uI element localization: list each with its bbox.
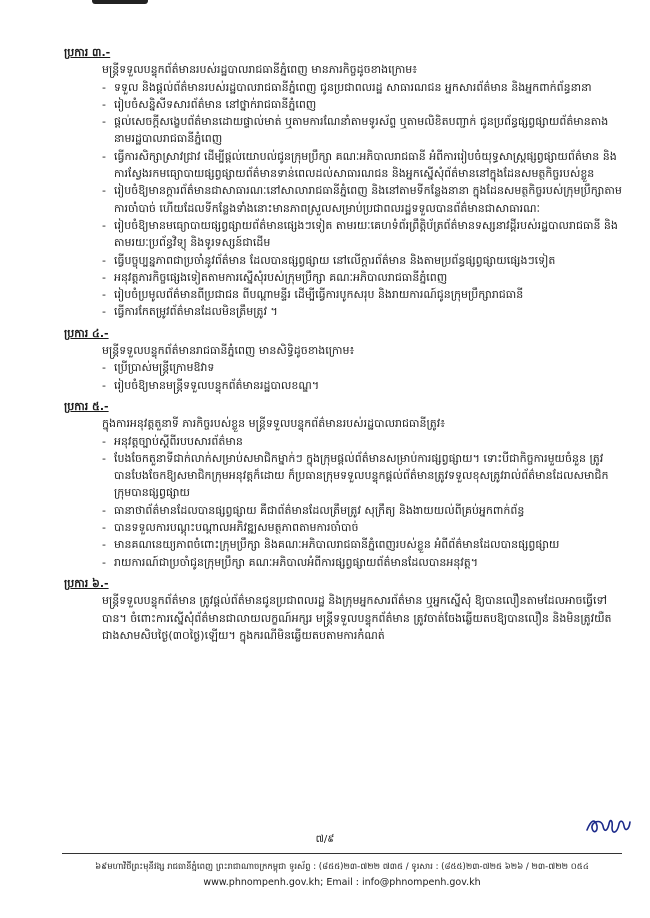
list-item: - ធ្វើការសិក្សាស្រាវជ្រាវ ដើម្បីផ្តល់យោបល់ជូនក្រុមប្រឹក្សា គណៈអភិបាលរាជធានី អំពីការរៀបចំយុទ្ធសាស្ត្រផ្សព្វផ្សាយព័ត៌មាន និងការស្វែងរកមធ្យោបាយផ្សព្វផ្សាយព័ត៌មានទាន់ពេលដល់សាធារណជន និងអ្នកស្នើសុំព័ត៌មាននៅក្នុងដែនសមត្ថកិច្ចរបស់ខ្លួន [114, 148, 622, 183]
website-link[interactable]: www.phnompenh.gov.kh [203, 877, 321, 888]
list-item: - ធានាថាព័ត៌មានដែលបានផ្សព្វផ្សាយ គឺជាព័ត៌មានដែលត្រឹមត្រូវ សុក្រឹត្យ និងងាយយល់ពីគ្រប់អ្នកពាក់ព័ន្ធ [114, 502, 622, 519]
list-item: - ប្រើប្រាស់មន្ត្រីក្រោមឱវាទ [114, 359, 622, 376]
page-number: ៧/៩ [315, 834, 335, 845]
list-item: - ផ្តល់សេចក្តីសង្ខេបព័ត៌មានដោយផ្ទាល់មាត់ ឬតាមការណែនាំតាមទូរស័ព្ទ ឬតាមលិខិតបញ្ជាក់ ជូនប្រព័ន្ធផ្សព្វផ្សាយព័ត៌មានតាងនាមរដ្ឋបាលរាជធានីភ្នំពេញ [114, 113, 622, 148]
article-intro: មន្ត្រីទទួលបន្ទុកព័ត៌មានរបស់រដ្ឋបាលរាជធានីភ្នំពេញ មានភារកិច្ចដូចខាងក្រោម៖ [102, 63, 418, 77]
list-item: - រៀបចំឱ្យមានក្តារព័ត៌មានជាសាធារណៈនៅសាលារាជធានីភ្នំពេញ និងនៅតាមទីកន្លែងនានា ក្នុងដែនសមត្ថកិច្ចរបស់ក្រុមប្រឹក្សាតាមការចាំបាច់ ហើយដែលទីកន្លែងទាំងនោះមានភាពស្រួលសម្រាប់ប្រជាពលរដ្ឋទទួលបានព័ត៌មានជាសាធារណៈ [114, 182, 622, 217]
list-item: - រៀបចំប្រមូលព័ត៌មានពីប្រជាជន ពីបណ្ដាមន្ទីរ ដើម្បីធ្វើការបូកសរុប និងរាយការណ៍ជូនក្រុមប្រឹក្សារាជធានី [114, 286, 622, 303]
rights-list [62, 359, 622, 394]
document-body [62, 44, 622, 644]
article-5 [62, 398, 622, 571]
article-intro: ក្នុងការអនុវត្តតួនាទី ភារកិច្ចរបស់ខ្លួន មន្ត្រីទទួលបន្ទុកព័ត៌មានរបស់រដ្ឋបាលរាជធានីត្រូវ៖ [102, 417, 446, 431]
list-item: - រាយការណ៍ជាប្រចាំជូនក្រុមប្រឹក្សា គណៈអភិបាលអំពីការផ្សព្វផ្សាយព័ត៌មានដែលបានអនុវត្ត។ [114, 554, 622, 571]
list-item: - ធ្វើបច្ចុប្បន្នភាពជាប្រចាំនូវព័ត៌មាន ដែលបានផ្សព្វផ្សាយ នៅលើក្តារព័ត៌មាន និងតាមប្រព័ន្ធផ្សព្វផ្សាយផ្សេងៗទៀត [114, 252, 622, 269]
article-paragraph: មន្ត្រីទទួលបន្ទុកព័ត៌មាន ត្រូវផ្តល់ព័ត៌មានជូនប្រជាពលរដ្ឋ និងក្រុមអ្នកសារព័ត៌មាន ឬអ្នកស្នើសុំ ឱ្យបានលឿនតាមដែលអាចធ្វើទៅបាន។ ចំពោះការស្នើសុំព័ត៌មានជាលាយលក្ខណ៍អក្សរ មន្ត្រីទទួលបន្ទុកព័ត៌មាន ត្រូវចាត់ចែងឆ្លើយតបឱ្យបានលឿន និងមិនត្រូវយឺតជាងសាមសិបថ្ងៃ(៣០ថ្ងៃ)ឡើយ។ ក្នុងករណីមិនឆ្លើយតបតាមការកំណត់ [102, 594, 612, 642]
email-link[interactable]: info@phnompenh.gov.kh [361, 877, 481, 888]
list-item: - រៀបចំឱ្យមានមន្ត្រីទទួលបន្ទុកព័ត៌មានរដ្ឋបាលខណ្ឌ។ [114, 377, 622, 394]
article-heading: ប្រការ ៥.- [64, 399, 109, 413]
duties-list [62, 79, 622, 321]
article-4 [62, 325, 622, 394]
article-intro: មន្ត្រីទទួលបន្ទុកព័ត៌មានរាជធានីភ្នំពេញ មានសិទ្ធិដូចខាងក្រោម៖ [102, 344, 355, 358]
top-edge-mark [92, 0, 148, 4]
article-6 [62, 575, 622, 644]
list-item: - រៀបចំសន្និសីទសារព័ត៌មាន នៅថ្នាក់រាជធានីភ្នំពេញ [114, 96, 622, 113]
list-item: - អនុវត្តភារកិច្ចផ្សេងទៀតតាមការស្នើសុំរបស់ក្រុមប្រឹក្សា គណៈអភិបាលរាជធានីភ្នំពេញ [114, 269, 622, 286]
list-item: - មានគណនេយ្យភាពចំពោះក្រុមប្រឹក្សា និងគណៈអភិបាលរាជធានីភ្នំពេញរបស់ខ្លួន អំពីព័ត៌មានដែលបានផ្សព្វផ្សាយ [114, 536, 622, 553]
list-item: - ធ្វើការកែតម្រូវព័ត៌មានដែលមិនត្រឹមត្រូវ ។ [114, 303, 622, 320]
obligations-list [62, 433, 622, 571]
article-heading: ប្រការ ៦.- [64, 576, 109, 590]
footer-address: ៦៩មហាវិថីព្រះមុនីវង្ស រាជធានីភ្នំពេញ ព្រះរាជាណាចក្រកម្ពុជា ទូរស័ព្ទ : (៨៥៥)២៣-៧២២ ៧៣៥ / ទូរសារ : (៨៥៥)២៣-៧២៥ ៦២៦ / ២៣-៧២២ ០៥៤ [95, 862, 589, 872]
list-item: - អនុវត្តច្បាប់ស្តីពីរបបសារព័ត៌មាន [114, 433, 622, 450]
list-item: - រៀបចំឱ្យមានមធ្យោបាយផ្សព្វផ្សាយព័ត៌មានផ្សេងៗទៀត តាមរយៈគេហទំព័រព្រឹត្តិប័ត្រព័ត៌មានទស្សនាវដ្តីរបស់រដ្ឋបាលរាជធានី និងតាមរយៈប្រព័ន្ធវិទ្យុ និងទូរទស្សន៍ជាដើម [114, 217, 622, 252]
footer-contact: www.phnompenh.gov.kh; Email : info@phnompenh.gov.kh [203, 877, 481, 888]
list-item: - បែងចែកតួនាទីជាក់លាក់សម្រាប់សមាជិកម្នាក់ៗ ក្នុងក្រុមផ្តល់ព័ត៌មានសម្រាប់ការផ្សព្វផ្សាយ។ ទោះបីជាកិច្ចការមួយចំនួន ត្រូវបានបែងចែកឱ្យសមាជិកក្រុមអនុវត្តក៏ដោយ ក៏ប្រធានក្រុមទទួលបន្ទុកផ្តល់ព័ត៌មានត្រូវទទួលខុសត្រូវរាល់ព័ត៌មានដែលសមាជិកក្រុមបានផ្សព្វផ្សាយ [114, 450, 622, 502]
list-item: - ទទួល និងផ្តល់ព័ត៌មានរបស់រដ្ឋបាលរាជធានីភ្នំពេញ ជូនប្រជាពលរដ្ឋ សាធារណជន អ្នកសារព័ត៌មាន និងអ្នកពាក់ព័ន្ធនានា [114, 79, 622, 96]
list-item: - បានទទួលការបណ្តុះបណ្តាលអភិវឌ្ឍសមត្ថភាពតាមការចាំបាច់ [114, 519, 622, 536]
footer-divider [62, 853, 622, 854]
email-label: Email : [326, 877, 359, 888]
article-heading: ប្រការ ៣.- [64, 46, 111, 59]
article-heading: ប្រការ ៤.- [64, 326, 109, 340]
article-3 [62, 44, 622, 321]
